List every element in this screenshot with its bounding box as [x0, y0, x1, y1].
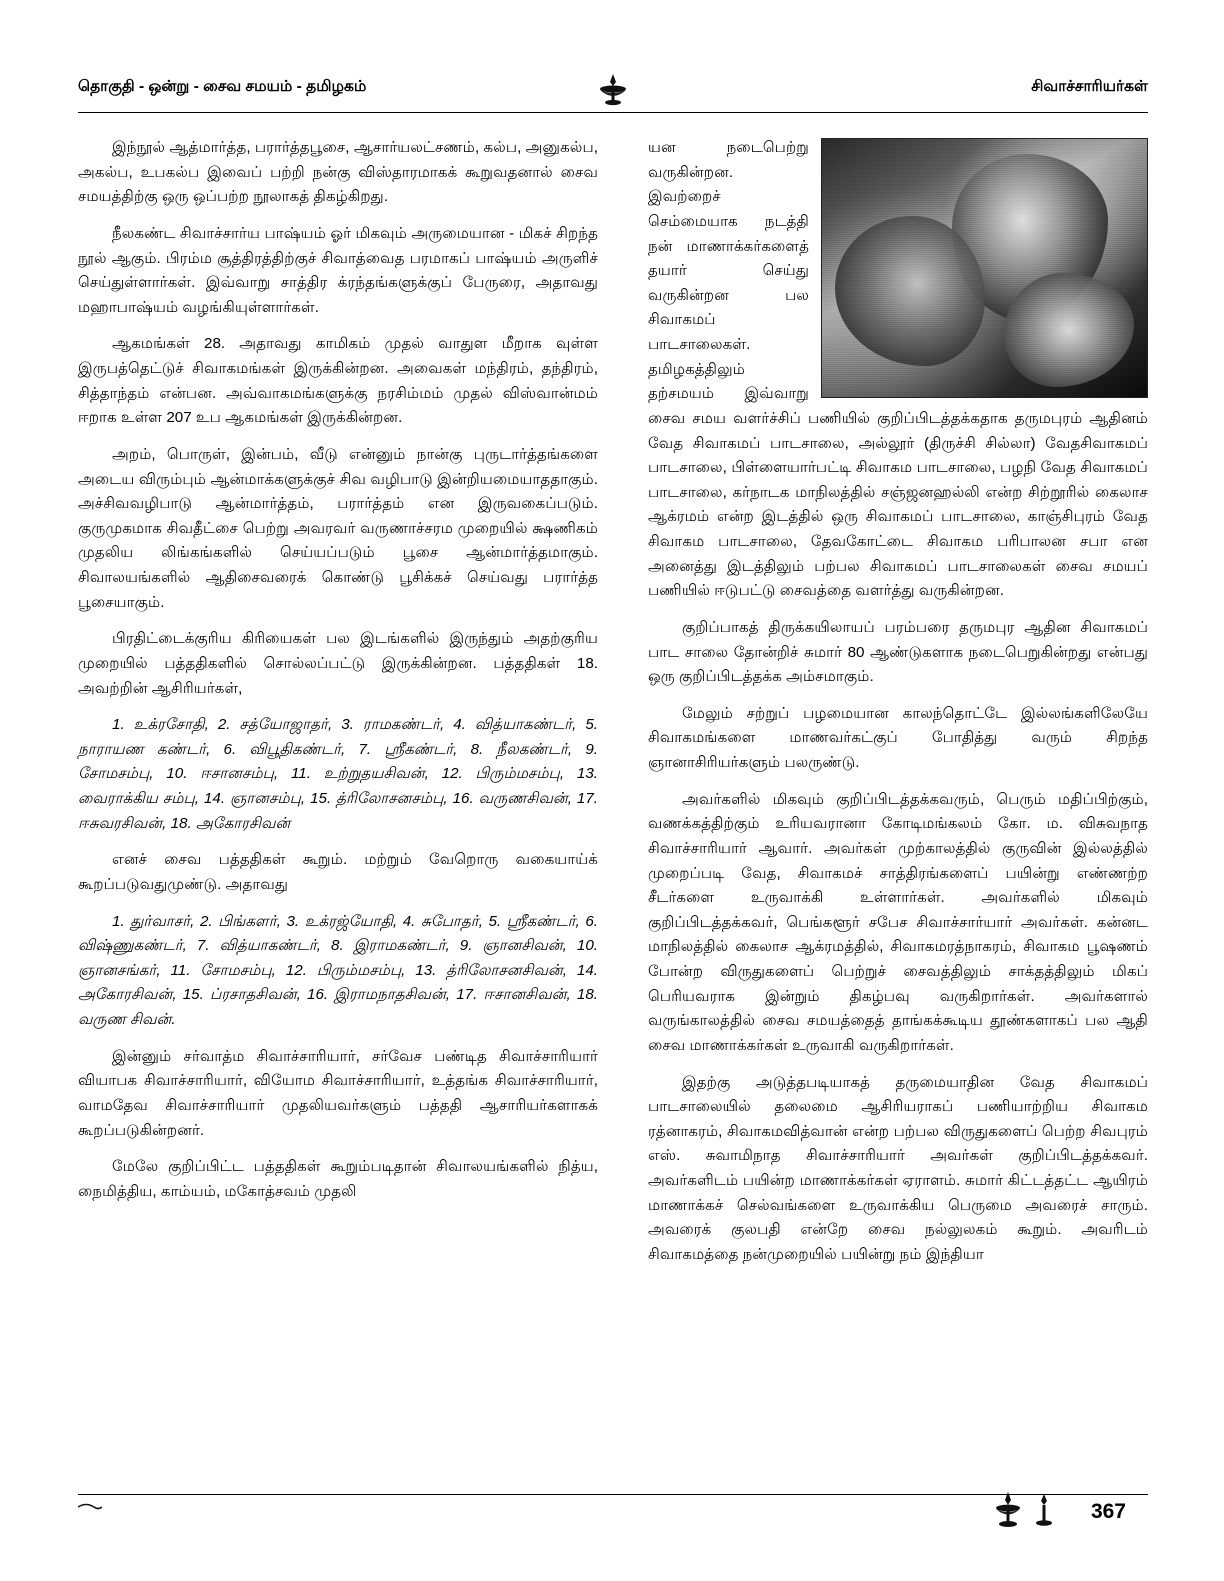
paragraph: பிரதிட்டைக்குரிய கிரியைகள் பல இடங்களில் இருந்தும் அதற்குரிய முறையில் பத்ததிகளில் சொல்லப்பட்டு இருக்கின்றன. பத்ததிகள் 18. அவற்றின் ஆசிரியர்கள்,: [78, 630, 598, 697]
paragraph: எனச் சைவ பத்ததிகள் கூறும். மற்றும் வேறொரு வகையாய்க் கூறப்படுவதுமுண்டு. அதாவது: [78, 851, 598, 893]
pathathi-authors-list-one: 1. உக்ரசோதி, 2. சத்யோஜாதர், 3. ராமகண்டர், 4. வித்யாகண்டர், 5. நாராயண கண்டர், 6. விபூதிகண்டர், 7. ஸ்ரீகண்டர், 8. நீலகண்டர், 9. சோமசம்பு, 10. ஈசானசம்பு, 11. உற்றுதயசிவன், 12. பிரும்மசம்பு, 13. வைராக்கிய சம்பு, 14. ஞானசம்பு, 15. த்ரிலோசனசம்பு, 16. வருணசிவன், 17. ஈசுவரசிவன், 18. அகோரசிவன்: [78, 716, 598, 832]
paragraph: மேலும் சற்றுப் பழமையான காலந்தொட்டே இல்லங்களிலேயே சிவாகமங்களை மாணவர்கட்குப் போதித்து வரும் சிறந்த ஞானாசிரியர்களும் பலருண்டு.: [648, 704, 1148, 771]
paragraph: மேலே குறிப்பிட்ட பத்ததிகள் கூறும்படிதான் சிவாலயங்களில் நித்ய, நைமித்திய, காம்யம், மகோத்சவம் முதலி: [78, 1158, 598, 1200]
left-text-column: [78, 136, 598, 1216]
lamp-ornament-icon: [583, 72, 643, 106]
pathathi-authors-list-two: 1. துர்வாசர், 2. பிங்களர், 3. உக்ரஜ்யோதி, 4. சுபோதர், 5. ஸ்ரீகண்டர், 6. விஷ்ணுகண்டர், 7. வித்யாகண்டர், 8. இராமகண்டர், 9. ஞானசிவன், 10. ஞானசங்கர், 11. சோமசம்பு, 12. பிரும்மசம்பு, 13. த்ரிலோசனசிவன், 14. அகோரசிவன், 15. ப்ரசாதசிவன், 16. இராமநாதசிவன், 17. ஈசானசிவன், 18. வருண சிவன்.: [78, 912, 598, 1028]
page-number: 367: [1090, 1500, 1126, 1523]
paragraph: அறம், பொருள், இன்பம், வீடு என்னும் நான்கு புருடார்த்தங்களை அடைய விரும்பும் ஆன்மாக்களுக்குச் சிவ வழிபாடு இன்றியமையாததாகும். அச்சிவவழிபாடு ஆன்மார்த்தம், பரார்த்தம் என இருவகைப்படும். குருமுகமாக சிவதீட்சை பெற்று அவரவர் வருணாச்சரம முறையில் க்ஷணிகம் முதலிய லிங்கங்களில் செய்யப்படும் பூசை ஆன்மார்த்தமாகும். சிவாலயங்களில் ஆதிசைவரைக் கொண்டு பூசிக்கச் செய்வது பரார்த்த பூசையாகும்.: [78, 445, 598, 611]
paragraph: இந்நூல் ஆத்மார்த்த, பரார்த்தபூசை, ஆசார்யலட்சணம், கல்ப, அனுகல்ப, அகல்ப, உபகல்ப இவைப் பற்றி நன்கு விஸ்தாரமாகக் கூறுவதனால் சைவ சமயத்திற்கு ஒரு ஒப்பற்ற நூலாகத் திகழ்கிறது.: [78, 139, 598, 206]
paragraph: ஆகமங்கள் 28. அதாவது காமிகம் முதல் வாதுள மீறாக வுள்ள இருபத்தெட்டுச் சிவாகமங்கள் இருக்கின்றன. அவைகள் மந்திரம், தந்திரம், சித்தாந்தம் என்பன. அவ்வாகமங்களுக்கு நரசிம்மம் முதல் விஸ்வான்மம் ஈறாக உள்ள 207 உப ஆகமங்கள் இருக்கின்றன.: [78, 335, 598, 427]
right-text-column: [648, 136, 1148, 1280]
footer-rule-tail-icon: [78, 1502, 102, 1512]
photo-grain-overlay: [822, 139, 1147, 397]
header-left-title: தொகுதி - ஒன்று - சைவ சமயம் - தமிழகம்: [78, 78, 367, 95]
page-header: [78, 72, 1148, 110]
page-footer: [78, 1480, 1148, 1550]
paragraph: குறிப்பாகத் திருக்கயிலாயப் பரம்பரை தருமபுர ஆதின சிவாகமப் பாட சாலை தோன்றிச் சுமார் 80 ஆண்டுகளாக நடைபெறுகின்றது என்பது ஒரு குறிப்பிடத்தக்க அம்சமாகும்.: [648, 618, 1148, 686]
paragraph: அவர்களில் மிகவும் குறிப்பிடத்தக்கவரும், பெரும் மதிப்பிற்கும், வணக்கத்திற்கும் உரியவரானா கோடிமங்கலம் கோ. ம. விசுவநாத சிவாச்சாரியார் ஆவார். அவர்கள் முற்காலத்தில் குருவின் இல்லத்தில் முறைப்படி வேத, சிவாகமச் சாத்திரங்களைப் பயின்று எண்ணற்ற சீடர்களை உருவாக்கி உள்ளார்கள். அவர்களில் மிகவும் குறிப்பிடத்தக்கவர், பெங்களூர் சபேச சிவாச்சார்யார் அவர்கள். கன்னட மாநிலத்தில் கைலாச ஆக்ரமத்தில், சிவாகமரத்நாகரம், சிவாகம பூஷணம் போன்ற விருதுகளைப் பெற்றுச் சைவத்திலும் சாக்தத்திலும் மிகப் பெரியவராக இன்றும் திகழ்பவு வருகிறார்கள். அவர்களால் வருங்காலத்தில் சைவ சமயத்தைத் தாங்கக்கூடிய தூண்களாகப் பல ஆதி சைவ மாணாக்கர்கள் உருவாகி வருகிறார்கள்.: [648, 790, 1148, 1054]
header-right-title: சிவாச்சாரியர்கள்: [1031, 78, 1148, 95]
photo-image: [822, 139, 1147, 397]
paragraph: இதற்கு அடுத்தபடியாகத் தருமையாதின வேத சிவாகமப் பாடசாலையில் தலைமை ஆசிரியராகப் பணியாற்றிய சிவாகம ரத்னாகரம், சிவாகமவித்வான் என்ற பற்பல விருதுகளைப் பெற்ற சிவபுரம் எஸ். சுவாமிநாத சிவாச்சாரியார் அவர்கள் குறிப்பிடத்தக்கவர். அவர்களிடம் பயின்ற மாணாக்கர்கள் ஏராளம். சுமார் கிட்டத்தட்ட ஆயிரம் மாணாக்கச் செல்வங்களை உருவாக்கிய பெருமை அவரைச் சாரும். அவரைக் குலபதி என்றே சைவ நல்லுலகம் கூறும். அவரிடம் சிவாகமத்தை நன்முறையில் பயின்று நம் இந்தியா: [648, 1073, 1148, 1263]
paragraph-wrap: யன நடைபெற்று வருகின்றன. இவற்றைச் செம்மையாக நடத்தி நன் மாணாக்கர்களைத் தயார் செய்து வருகின்றன பல சிவாகமப் பாடசாலைகள். தமிழகத்திலும் தற்சமயம் இவ்வாறு சைவ சமய வளர்ச்சிப் பணியில் குறிப்பிடத்தக்கதாக தருமபுரம் ஆதினம் வேத சிவாகமப் பாடசாலை, அல்லூர் (திருச்சி சில்லா) வேதசிவாகமப் பாடசாலை, பிள்ளையார்பட்டி சிவாகம பாடசாலை, பழநி வேத சிவாகமப் பாடசாலை, கர்நாடக மாநிலத்தில் சஞ்ஜனஹல்லி என்ற சிற்றூரில் கைலாச ஆக்ரமம் என்ற இடத்தில் ஒரு சிவாகமப் பாடசாலை, காஞ்சிபுரம் வேத சிவாகம பாடசாலை, தேவகோட்டை சிவாகம பரிபாலன சபா என அனைத்து இடத்திலும் பற்பல சிவாகமப் பாடசாலைகள் சைவ சமயப் பணியில் ஈடுபட்டு சைவத்தை வளர்த்து வருகின்றன.: [648, 139, 1148, 600]
temple-ritual-photo: [821, 138, 1148, 398]
header-divider: [78, 112, 1148, 113]
paragraph: இன்னும் சர்வாத்ம சிவாச்சாரியார், சர்வேச பண்டித சிவாச்சாரியார் வியாபக சிவாச்சாரியார், வியோம சிவாச்சாரியார், உத்தங்க சிவாச்சாரியார், வாமதேவ சிவாச்சாரியார் முதலியவர்களும் பத்ததி ஆசாரியர்களாகக் கூறப்படுகின்றனர்.: [78, 1047, 598, 1139]
footer-lamp-ornament-icon: [986, 1486, 1066, 1532]
paragraph: நீலகண்ட சிவாச்சார்ய பாஷ்யம் ஓர் மிகவும் அருமையான - மிகச் சிறந்த நூல் ஆகும். பிரம்ம சூத்திரத்திற்குச் சிவாத்வைத பரமாகப் பாஷ்யம் அருளிச் செய்துள்ளார்கள். இவ்வாறு சாத்திர க்ரந்தங்களுக்குப் பேருரை, அதாவது மஹாபாஷ்யம் வழங்கியுள்ளார்கள்.: [78, 224, 598, 316]
